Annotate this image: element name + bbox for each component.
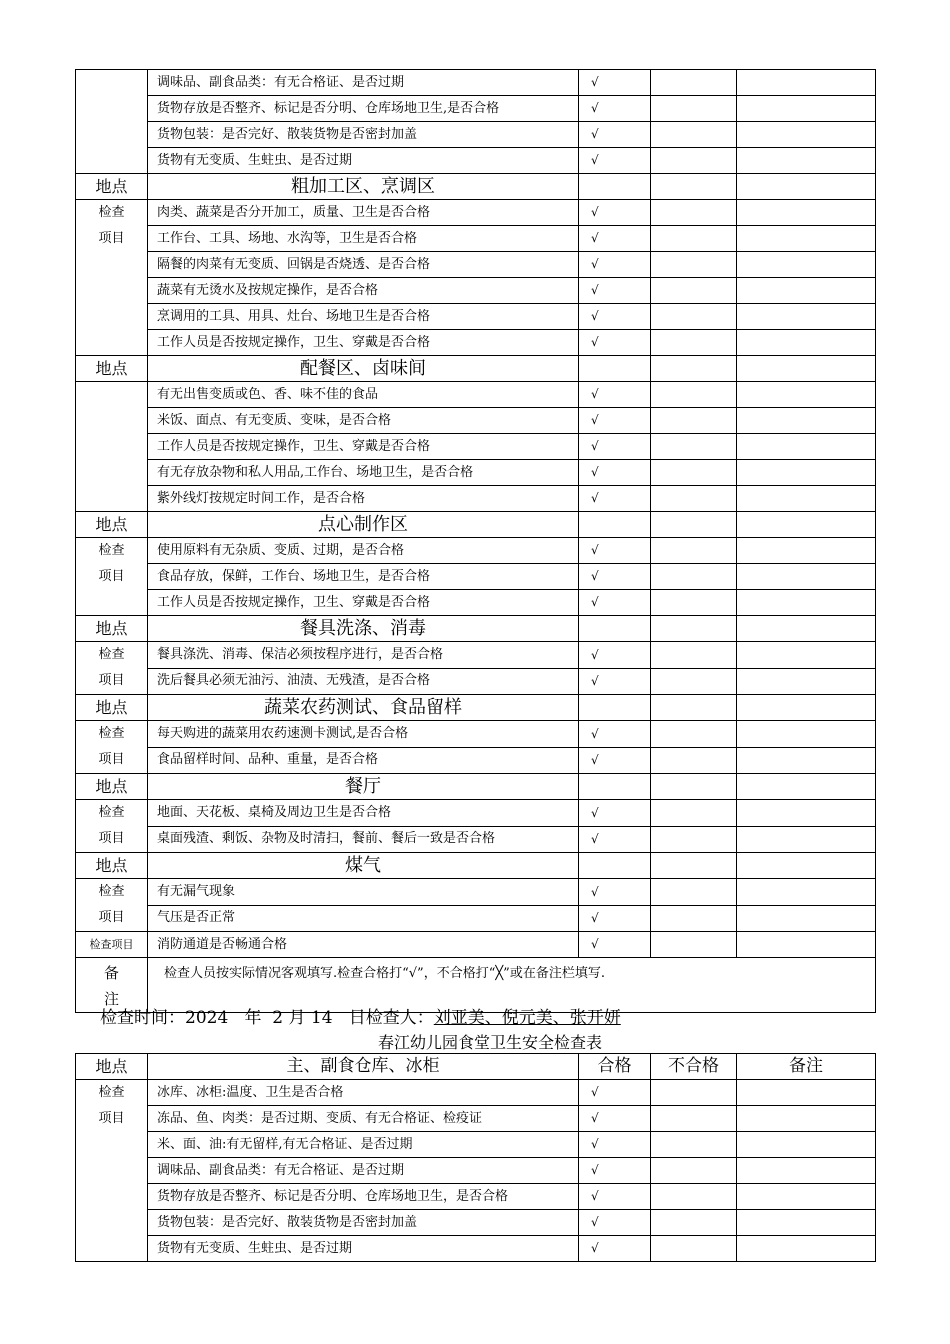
check-mark[interactable]: √ <box>579 408 651 434</box>
table-row <box>76 460 876 486</box>
check-item: 米饭、面点、有无变质、变味，是否合格 <box>148 408 579 434</box>
check-mark[interactable]: √ <box>579 486 651 512</box>
table-row <box>76 826 876 853</box>
table-row <box>76 226 876 252</box>
table-row <box>76 1236 876 1262</box>
section-title: 蔬菜农药测试、食品留样 <box>148 695 579 721</box>
remark-cell[interactable] <box>737 486 876 512</box>
check-mark[interactable]: √ <box>579 800 651 827</box>
table-row <box>76 1132 876 1158</box>
fail-cell[interactable] <box>651 1184 737 1210</box>
location-label: 地点 <box>76 356 148 382</box>
remark-cell[interactable] <box>737 538 876 564</box>
check-item: 有无漏气现象 <box>148 879 579 906</box>
check-mark[interactable]: √ <box>579 1106 651 1132</box>
fail-cell[interactable] <box>651 486 737 512</box>
table-row <box>76 200 876 226</box>
fail-cell[interactable] <box>651 1236 737 1262</box>
table-row <box>76 879 876 906</box>
fail-cell[interactable] <box>651 590 737 616</box>
fail-cell[interactable] <box>651 304 737 330</box>
remark-cell[interactable] <box>737 460 876 486</box>
check-item: 紫外线灯按规定时间工作，是否合格 <box>148 486 579 512</box>
section-header-row <box>76 174 876 200</box>
section-title: 主、副食仓库、冰柜 <box>148 1054 579 1080</box>
check-mark[interactable]: √ <box>579 668 651 695</box>
check-mark[interactable]: √ <box>579 278 651 304</box>
inspection-date: 检查时间：2024 年 2 月 14 日检查人： <box>100 1008 434 1028</box>
check-mark[interactable]: √ <box>579 122 651 148</box>
remark-cell[interactable] <box>737 434 876 460</box>
table-row <box>76 148 876 174</box>
check-item: 冻品、鱼、肉类：是否过期、变质、有无合格证、检疫证 <box>148 1106 579 1132</box>
check-item: 米、面、油:有无留样,有无合格证、是否过期 <box>148 1132 579 1158</box>
check-mark[interactable]: √ <box>579 1184 651 1210</box>
fail-cell[interactable] <box>651 721 737 748</box>
table-row <box>76 252 876 278</box>
check-mark[interactable]: √ <box>579 564 651 590</box>
table-row <box>76 538 876 564</box>
location-label: 地点 <box>76 512 148 538</box>
inspector-names[interactable]: 刘亚美、倪元美、张开妍 <box>433 1008 621 1028</box>
inspect-item-label: 检查 项目 <box>76 538 148 616</box>
check-item: 地面、天花板、桌椅及周边卫生是否合格 <box>148 800 579 827</box>
remark-cell[interactable] <box>737 1106 876 1132</box>
fail-cell[interactable] <box>651 408 737 434</box>
remark-cell[interactable] <box>737 408 876 434</box>
form-title: 春江幼儿园食堂卫生安全检查表 <box>377 1033 602 1052</box>
fail-cell[interactable] <box>651 1132 737 1158</box>
fail-cell[interactable] <box>651 905 737 932</box>
table-row <box>76 564 876 590</box>
table-header-row <box>76 1054 876 1080</box>
check-item: 工作人员是否按规定操作，卫生、穿戴是否合格 <box>148 590 579 616</box>
section-header-row <box>76 512 876 538</box>
table-row <box>76 642 876 669</box>
remark-cell[interactable] <box>737 96 876 122</box>
fail-cell[interactable] <box>651 278 737 304</box>
fail-cell[interactable] <box>651 122 737 148</box>
check-mark[interactable]: √ <box>579 70 651 96</box>
section-title: 餐具洗涤、消毒 <box>148 616 579 642</box>
section-header-row <box>76 853 876 879</box>
table-row <box>76 1106 876 1132</box>
check-item: 餐具涤洗、消毒、保洁必须按程序进行，是否合格 <box>148 642 579 669</box>
check-item: 每天购进的蔬菜用农药速测卡测试,是否合格 <box>148 721 579 748</box>
fail-cell[interactable] <box>651 826 737 853</box>
check-mark[interactable]: √ <box>579 1158 651 1184</box>
fail-cell[interactable] <box>651 747 737 774</box>
remark-cell[interactable] <box>737 304 876 330</box>
check-item: 桌面残渣、剩饭、杂物及时清扫，餐前、餐后一致是否合格 <box>148 826 579 853</box>
note-text: 检查人员按实际情况客观填写.检查合格打“√”，不合格打“╳”或在备注栏填写. <box>148 958 876 1013</box>
pass-header: 合格 <box>579 1054 651 1080</box>
form-title-wrap <box>0 1030 950 1053</box>
fail-cell[interactable] <box>651 200 737 226</box>
fail-cell[interactable] <box>651 1080 737 1106</box>
inspection-table-2 <box>75 1053 876 1262</box>
remark-cell[interactable] <box>737 1158 876 1184</box>
fail-cell[interactable] <box>651 70 737 96</box>
fail-cell[interactable] <box>651 330 737 356</box>
check-mark[interactable]: √ <box>579 226 651 252</box>
check-mark[interactable]: √ <box>579 932 651 958</box>
remark-cell[interactable] <box>737 590 876 616</box>
remark-cell[interactable] <box>737 1184 876 1210</box>
remark-cell[interactable] <box>737 668 876 695</box>
remark-cell[interactable] <box>737 1210 876 1236</box>
fail-cell[interactable] <box>651 226 737 252</box>
fail-cell[interactable] <box>651 148 737 174</box>
remark-cell[interactable] <box>737 564 876 590</box>
inspect-item-label: 检查项目 <box>76 932 148 958</box>
table-row <box>76 408 876 434</box>
inspect-item-label: 检查 项目 <box>76 1080 148 1262</box>
remark-cell[interactable] <box>737 226 876 252</box>
remark-cell[interactable] <box>737 1080 876 1106</box>
check-mark[interactable]: √ <box>579 905 651 932</box>
check-item: 冰库、冰柜:温度、卫生是否合格 <box>148 1080 579 1106</box>
check-mark[interactable]: √ <box>579 747 651 774</box>
check-mark[interactable]: √ <box>579 304 651 330</box>
fail-cell[interactable] <box>651 460 737 486</box>
section-title: 餐厅 <box>148 774 579 800</box>
remark-cell[interactable] <box>737 330 876 356</box>
inspect-item-label: 检查 项目 <box>76 642 148 695</box>
location-label: 地点 <box>76 616 148 642</box>
check-item: 食品留样时间、品种、重量，是否合格 <box>148 747 579 774</box>
check-mark[interactable]: √ <box>579 1080 651 1106</box>
check-mark[interactable]: √ <box>579 721 651 748</box>
section-header-row <box>76 774 876 800</box>
fail-cell[interactable] <box>651 932 737 958</box>
check-item: 货物包装：是否完好、散装货物是否密封加盖 <box>148 122 579 148</box>
table-row <box>76 486 876 512</box>
remark-cell[interactable] <box>737 747 876 774</box>
remark-cell[interactable] <box>737 879 876 906</box>
location-header: 地点 <box>76 1054 148 1080</box>
remark-cell[interactable] <box>737 382 876 408</box>
inspect-item-label: 检查 项目 <box>76 200 148 356</box>
empty-label-cell <box>76 382 148 512</box>
remark-cell[interactable] <box>737 932 876 958</box>
check-mark[interactable]: √ <box>579 590 651 616</box>
table-row <box>76 122 876 148</box>
check-item: 肉类、蔬菜是否分开加工，质量、卫生是否合格 <box>148 200 579 226</box>
table-row <box>76 1080 876 1106</box>
check-item: 货物有无变质、生蛀虫、是否过期 <box>148 148 579 174</box>
check-item: 食品存放，保鲜，工作台、场地卫生，是否合格 <box>148 564 579 590</box>
table-row <box>76 721 876 748</box>
check-mark[interactable]: √ <box>579 826 651 853</box>
check-mark[interactable]: √ <box>579 148 651 174</box>
remark-cell[interactable] <box>737 122 876 148</box>
inspect-item-label: 检查 项目 <box>76 879 148 932</box>
table-row <box>76 668 876 695</box>
check-item: 有无存放杂物和私人用品,工作台、场地卫生，是否合格 <box>148 460 579 486</box>
table-row <box>76 70 876 96</box>
check-mark[interactable]: √ <box>579 330 651 356</box>
inspect-item-label: 检查 项目 <box>76 721 148 774</box>
fail-cell[interactable] <box>651 96 737 122</box>
check-item: 隔餐的肉菜有无变质、回锅是否烧透、是否合格 <box>148 252 579 278</box>
inspection-table-1 <box>75 69 876 1013</box>
check-item: 调味品、副食品类：有无合格证、是否过期 <box>148 70 579 96</box>
fail-cell[interactable] <box>651 1106 737 1132</box>
section-title: 配餐区、卤味间 <box>148 356 579 382</box>
table-row <box>76 932 876 958</box>
remark-cell[interactable] <box>737 278 876 304</box>
check-mark[interactable]: √ <box>579 96 651 122</box>
remark-cell[interactable] <box>737 826 876 853</box>
section-header-row <box>76 356 876 382</box>
section-header-row <box>76 695 876 721</box>
check-item: 烹调用的工具、用具、灶台、场地卫生是否合格 <box>148 304 579 330</box>
check-item: 有无出售变质或色、香、味不佳的食品 <box>148 382 579 408</box>
table-row <box>76 278 876 304</box>
table-row <box>76 304 876 330</box>
check-mark[interactable]: √ <box>579 200 651 226</box>
table-row <box>76 382 876 408</box>
remark-cell[interactable] <box>737 800 876 827</box>
remark-cell[interactable] <box>737 70 876 96</box>
check-mark[interactable]: √ <box>579 382 651 408</box>
inspect-item-label: 检查 项目 <box>76 800 148 853</box>
remark-cell[interactable] <box>737 721 876 748</box>
check-item: 使用原料有无杂质、变质、过期，是否合格 <box>148 538 579 564</box>
inspection-info <box>100 1003 621 1028</box>
location-label: 地点 <box>76 774 148 800</box>
fail-cell[interactable] <box>651 642 737 669</box>
section-title: 煤气 <box>148 853 579 879</box>
remark-header: 备注 <box>737 1054 876 1080</box>
check-item: 洗后餐具必须无油污、油渍、无残渣，是否合格 <box>148 668 579 695</box>
check-item: 货物存放是否整齐、标记是否分明、仓库场地卫生，是否合格 <box>148 1184 579 1210</box>
table-row <box>76 905 876 932</box>
fail-cell[interactable] <box>651 879 737 906</box>
check-mark[interactable]: √ <box>579 434 651 460</box>
fail-header: 不合格 <box>651 1054 737 1080</box>
table-row <box>76 1210 876 1236</box>
remark-cell[interactable] <box>737 642 876 669</box>
section-header-row <box>76 616 876 642</box>
table-row <box>76 1184 876 1210</box>
section-title: 粗加工区、烹调区 <box>148 174 579 200</box>
fail-cell[interactable] <box>651 382 737 408</box>
table-row <box>76 330 876 356</box>
fail-cell[interactable] <box>651 668 737 695</box>
fail-cell[interactable] <box>651 1158 737 1184</box>
location-label: 地点 <box>76 174 148 200</box>
check-mark[interactable]: √ <box>579 879 651 906</box>
empty-label-cell <box>76 70 148 174</box>
fail-cell[interactable] <box>651 1210 737 1236</box>
check-item: 工作台、工具、场地、水沟等，卫生是否合格 <box>148 226 579 252</box>
table-row <box>76 96 876 122</box>
location-label: 地点 <box>76 853 148 879</box>
check-item: 消防通道是否畅通合格 <box>148 932 579 958</box>
remark-cell[interactable] <box>737 200 876 226</box>
location-label: 地点 <box>76 695 148 721</box>
section-title: 点心制作区 <box>148 512 579 538</box>
remark-cell[interactable] <box>737 1132 876 1158</box>
table-row <box>76 747 876 774</box>
note-label: 备 注 <box>76 958 148 1013</box>
check-item: 货物存放是否整齐、标记是否分明、仓库场地卫生,是否合格 <box>148 96 579 122</box>
fail-cell[interactable] <box>651 252 737 278</box>
check-item: 工作人员是否按规定操作，卫生、穿戴是否合格 <box>148 330 579 356</box>
check-item: 蔬菜有无烫水及按规定操作，是否合格 <box>148 278 579 304</box>
check-item: 气压是否正常 <box>148 905 579 932</box>
check-item: 货物有无变质、生蛀虫、是否过期 <box>148 1236 579 1262</box>
remark-cell[interactable] <box>737 1236 876 1262</box>
check-mark[interactable]: √ <box>579 642 651 669</box>
remark-cell[interactable] <box>737 148 876 174</box>
table-row <box>76 1158 876 1184</box>
remark-cell[interactable] <box>737 252 876 278</box>
check-mark[interactable]: √ <box>579 460 651 486</box>
table-row <box>76 434 876 460</box>
check-mark[interactable]: √ <box>579 1132 651 1158</box>
check-mark[interactable]: √ <box>579 252 651 278</box>
check-mark[interactable]: √ <box>579 1210 651 1236</box>
check-item: 工作人员是否按规定操作，卫生、穿戴是否合格 <box>148 434 579 460</box>
fail-cell[interactable] <box>651 538 737 564</box>
remark-cell[interactable] <box>737 905 876 932</box>
fail-cell[interactable] <box>651 564 737 590</box>
table-row <box>76 590 876 616</box>
check-item: 货物包装：是否完好、散装货物是否密封加盖 <box>148 1210 579 1236</box>
fail-cell[interactable] <box>651 434 737 460</box>
check-item: 调味品、副食品类：有无合格证、是否过期 <box>148 1158 579 1184</box>
table-row <box>76 800 876 827</box>
fail-cell[interactable] <box>651 800 737 827</box>
check-mark[interactable]: √ <box>579 538 651 564</box>
check-mark[interactable]: √ <box>579 1236 651 1262</box>
